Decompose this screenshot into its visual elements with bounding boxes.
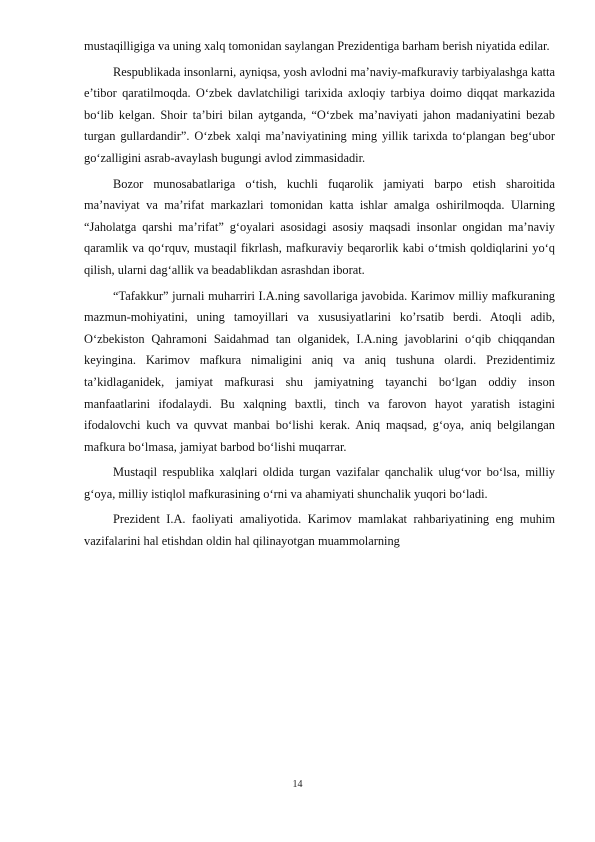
paragraph-2: Respublikada insonlarni, ayniqsa, yosh avlodni ma’naviy-mafkuraviy tarbiyalashga katta e’tibor qaratilmoqda. O‘zbek davlatchiligi tarixida axloqiy tarbiya doimo diqqat markazida bo‘lib kelgan. Shoir ta’biri bilan aytganda, “O‘zbek ma’naviyati jahon madaniyatini bezab turgan gullardandir”. O‘zbek xalqi ma’naviyatining ming yillik tarixda to‘plangan beg‘ubor go‘zalligini asrab-avaylash bugungi avlod zimmasidadir.	[84, 64, 555, 165]
paragraph-5: Mustaqil respublika xalqlari oldida turgan vazifalar qanchalik ulug‘vor bo‘lsa, milliy g‘oya, milliy istiqlol mafkurasining o‘rni va ahamiyati shunchalik yuqori bo‘ladi.	[84, 465, 555, 501]
document-page	[84, 36, 555, 557]
paragraph-1: mustaqilligiga va uning xalq tomonidan saylangan Prezidentiga barham berish niyatida edilar.	[84, 39, 550, 53]
paragraph-3: Bozor munosabatlariga o‘tish, kuchli fuqarolik jamiyati barpo etish sharoitida ma’naviyat va ma’rifat markazlari tomonidan katta ishlar amalga oshirilmoqda. Ularning “Jaholatga qarshi ma’rifat” g‘oyalari asosidagi asosiy maqsadi insonlar ongidan ma’naviy qaramlik va qo‘rquv, mustaqil fikrlash, mafkuraviy beqarorlik kabi o‘tmish qoldiqlarini yo‘q qilish, ularni dag‘allik va beadablikdan asrashdan iborat.	[84, 176, 555, 277]
page-number: 14	[292, 779, 303, 790]
paragraph-4: “Tafakkur” jurnali muharriri I.A.ning savollariga javobida. Karimov milliy mafkuraning mazmun-mohiyatini, uning tamoyillari va xususiyatlarini ko’rsatib berdi. Atoqli adib, O‘zbekiston Qahramoni Saidahmad tan olganidek, I.A.ning javoblarini o‘qib chiqqandan keyingina. Karimov mafkura nimaligini aniq va aniq tushuna olardi. Prezidentimiz ta’kidlaganidek, jamiyat mafkurasi shu jamiyatning tayanchi bo‘lgan oddiy inson manfaatlarini ifodalaydi. Bu xalqning baxtli, tinch va farovon hayot yaratish istagini ifodalovchi kuch va quvvat manbai bo‘lishi kerak. Aniq maqsad, g‘oya, aniq belgilangan mafkura bo‘lmasa, jamiyat barbod bo‘lishi muqarrar.	[84, 288, 555, 454]
paragraph-6: Prezident I.A. faoliyati amaliyotida. Karimov mamlakat rahbariyatining eng muhim vazifalarini hal etishdan oldin hal qilinayotgan muammolarning	[84, 512, 555, 549]
